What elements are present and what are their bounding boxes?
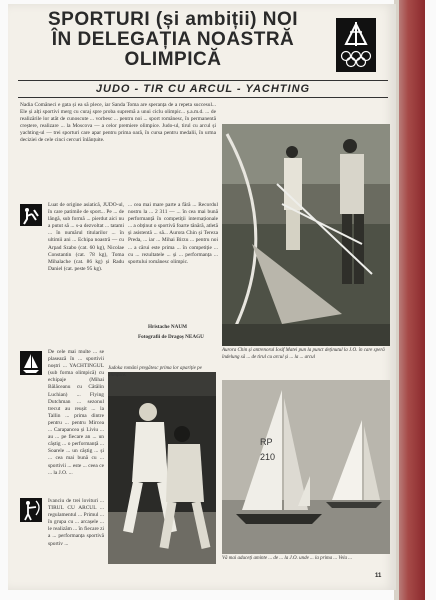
judo-photo [108,372,216,564]
yacht-caption: Vă mai aduceți aminte ... de ... la J.O. unde ... la prima ... Vela ... [222,556,352,561]
yachting-pictogram-icon [20,351,42,375]
book-spine [399,0,425,600]
section-subtitle: JUDO - TIR CU ARCUL - YACHTING [95,83,311,95]
archery-paragraph [48,498,104,570]
svg-text:RP: RP [260,437,273,447]
author-credit: Hristache NAUM [148,324,188,330]
title-line-1: SPORTURI (și ambiții) NOI [47,9,299,30]
intro-text: Nadia Comăneci e gata și ea să plece, iar Sanda Toma are speranța de a repeta succesul... Ele și alți sportivi merg cu curaj spre proba supremă a unui ciclu olimpic... ș.a.m.d. ... de realizările lor atât de cunoscute ... vorbesc ... pentru noi ... sport românesc, în permanentă creștere, realizare ... la Moscova — a celor premiere olimpice. Judo-ul, tirul cu arcul și yachting-ul — trei sporturi care apar pentru prima oară, în cursa pentru medalii, în urma deciziei de cele cinci cercuri înlănțuite. [20,102,216,144]
olympic-logo-icon [336,18,376,72]
intro-paragraph [20,102,216,200]
archery-text: Ivanciu de trei lovituri ... TIRUL CU ARCUL ... regulamentul ... Primul ... în grupa cu ... arcașele ... le realizăm ... în fiecare zi a ... performanța sportivă sportiv ... [48,498,104,547]
title-line-2: ÎN DELEGAȚIA NOASTRĂ [51,29,295,50]
judo-paragraph [48,202,124,342]
judo-caption: Judoka români pregătesc prima lor apariție pe olimpice. [108,366,202,378]
magazine-page [8,4,396,590]
svg-text:210: 210 [260,452,276,462]
top-rule [18,80,388,81]
title-line-3: OLIMPICĂ [124,49,222,70]
archery-caption: Aurora Chin și antrenorul Iosif Matei pun la punct deținutul la J.O. în care speră îndelung să ... de tirul cu arcul și ... la ... arcul [222,348,385,360]
page-title [18,10,328,70]
photo-credit: Fotografii de Dragoș NEAGU [138,334,204,340]
middle-paragraph [128,202,218,317]
sub-rule [18,97,388,98]
yacht-photo [222,380,390,554]
judo-text: Luat de origine asiatică, JUDO-ul, în care patimile de sport... Pe ... de lângă, sub formă ... pierdut aici nu a putut să ... s-a dezvoltat ... tatami ... în numărul titularilor ... în ultimii ani ... Echipa noastră — cu Arpad Szabo (cat. 60 kg), Nicolae Constantin (cat. 78 kg), Toma Mihalache (cat. 86 kg) și Radu Daniel (cat. peste 95 kg). [48,202,124,272]
yachting-text: De cele mai multe ... se plasează în ... sportivii noștri ... YACHTINGUL (sub forma olimpică) cu echipaje (Mihai Bălăceanu cu Cătălin Luchian) ... Flying Dutchman ... sezonul trecut au reușit ... la Tallin ... prima dintre pentru ... pentru Mircea ... Carapancea și Liviu ... au ... pe fiecare an ... un câștig ... o performanță ... Soarele ... un câștig ... și ... cea mai bună cu ... sportivii ... este ... ceea ce ... la J.O. ... [48,349,104,476]
archery-photo [222,124,390,346]
page-number: 11 [375,573,382,579]
middle-text: ... cea mai mare parte a fără ... Recordul nostru la ... 2 311 — ... în cea mai bună performanță în competiții internaționale ... a obținut o sportivă foarte tânără, atletă și asistentă ... să... Aurora Chin și Tereza Preda, ... iar ... Mihai Birzu ... pentru noi ... a cărui este prima ... în competiție ... cu ... rezultatele ... și ... performanța ... sportului românesc olimpic. [128,202,218,265]
archery-pictogram-icon [20,498,42,522]
yachting-paragraph [48,349,104,497]
judo-pictogram-icon [20,204,42,226]
